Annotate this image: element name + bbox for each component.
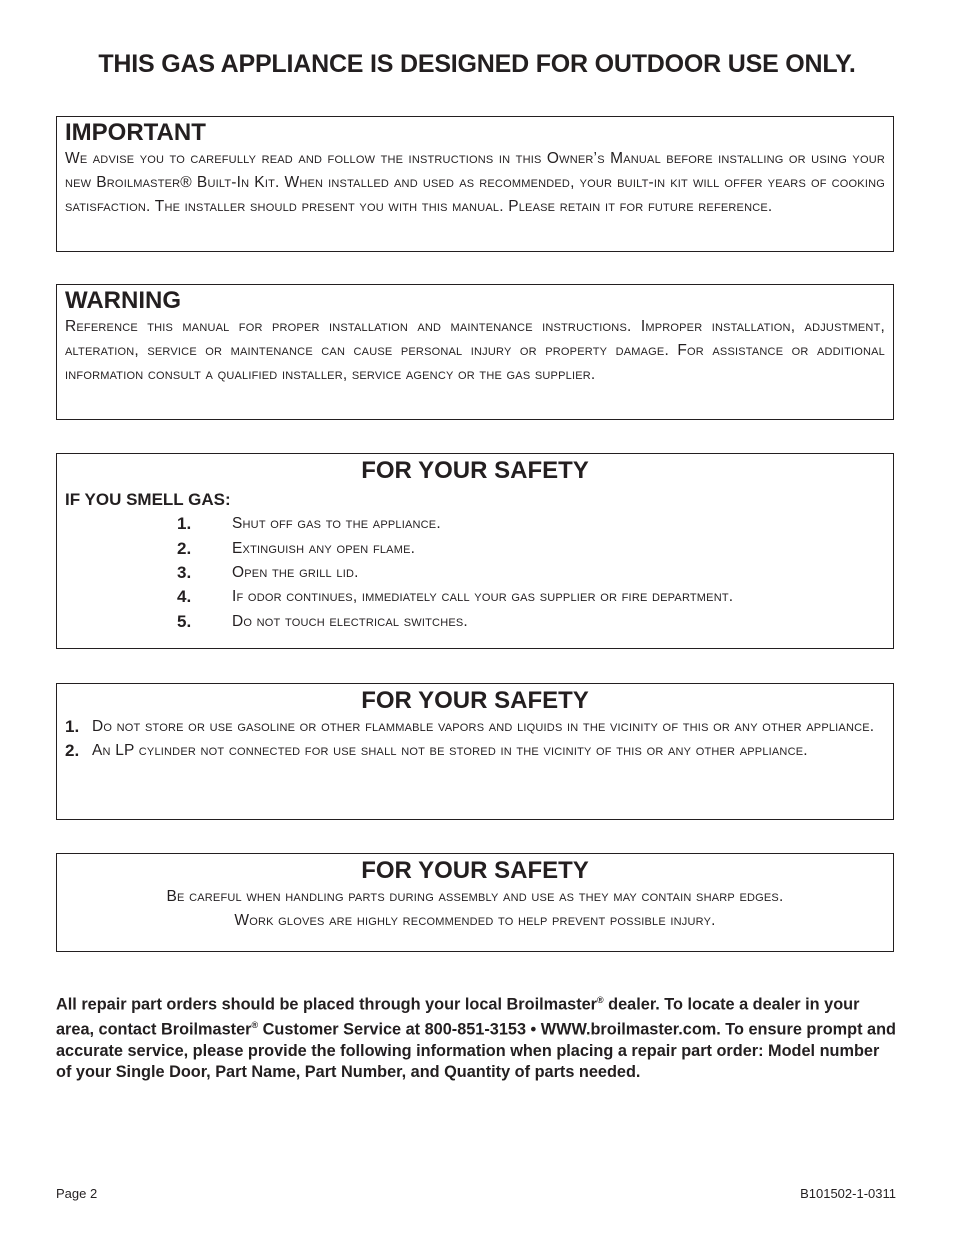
flammable-safety-box xyxy=(56,683,894,820)
safety-heading: FOR YOUR SAFETY xyxy=(361,687,589,714)
step-number: 2. xyxy=(177,538,192,558)
item-number: 1. xyxy=(65,717,80,736)
safety-heading: FOR YOUR SAFETY xyxy=(361,457,589,484)
step-text: Open the grill lid. xyxy=(232,563,359,581)
smell-gas-subheading: IF YOU SMELL GAS: xyxy=(65,490,231,509)
list-item xyxy=(65,585,885,609)
warning-text: Reference this manual for proper installation and maintenance instructions. Improper installation, adjustment, alteration, service or maintenance can cause personal injury or property damage. For assistance or additional information consult a qualified installer, service agency or the gas supplier. xyxy=(65,318,885,384)
gloves-text: Work gloves are highly recommended to help prevent possible injury. xyxy=(234,912,716,930)
step-number: 3. xyxy=(177,562,192,582)
list-item xyxy=(65,536,885,560)
step-number: 1. xyxy=(177,514,192,534)
page-number: Page 2 xyxy=(56,1186,98,1201)
important-text: We advise you to carefully read and follow the instructions in this Owner’s Manual before installing or using your new Broilmaster® Built-In Kit. When installed and used as recommended, your built-in kit will offer years of cooking satisfaction. The installer should present you with this manual. Please retain it for future reference. xyxy=(65,150,885,216)
list-item xyxy=(65,715,885,739)
repair-text-part2: dealer. To locate a dealer in your area, contact Broilmaster xyxy=(56,995,860,1039)
gas-smell-safety-box xyxy=(56,453,894,649)
step-number: 5. xyxy=(177,611,192,631)
list-item xyxy=(65,512,885,536)
step-text: Do not touch electrical switches. xyxy=(232,612,468,630)
document-code: B101502-1-0311 xyxy=(800,1186,896,1201)
registered-mark: ® xyxy=(597,995,604,1005)
page-title: THIS GAS APPLIANCE IS DESIGNED FOR OUTDOOR USE ONLY. xyxy=(98,50,856,78)
step-text: Shut off gas to the appliance. xyxy=(232,515,441,533)
item-number: 2. xyxy=(65,741,80,761)
list-item xyxy=(65,739,885,763)
repair-text-part1: All repair part orders should be placed through your local Broilmaster xyxy=(56,995,598,1014)
repair-parts-paragraph xyxy=(56,990,898,1083)
item-text: Do not store or use gasoline or other flammable vapors and liquids in the vicinity of this or any other appliance. xyxy=(92,718,875,735)
important-box xyxy=(56,116,894,252)
list-item xyxy=(65,610,885,634)
repair-text-part3: Customer Service at 800-851-3153 • WWW.broilmaster.com. To ensure prompt and accurate service, please provide the following information when placing a repair part order: Model number of your Single Door, Part Name, Part Number, and Quantity of parts needed. xyxy=(56,1020,896,1081)
registered-mark: ® xyxy=(251,1020,259,1031)
list-item xyxy=(65,561,885,585)
step-text: Extinguish any open flame. xyxy=(232,539,416,557)
sharp-edges-safety-box xyxy=(56,853,894,952)
warning-heading: WARNING xyxy=(65,287,181,314)
item-text: An LP cylinder not connected for use shall not be stored in the vicinity of this or any other appliance. xyxy=(92,742,808,760)
warning-box xyxy=(56,284,894,420)
step-number: 4. xyxy=(177,587,192,607)
step-text: If odor continues, immediately call your gas supplier or fire department. xyxy=(232,588,734,606)
important-heading: IMPORTANT xyxy=(65,119,206,146)
flammable-list xyxy=(65,715,885,763)
safety-heading: FOR YOUR SAFETY xyxy=(361,857,589,884)
sharp-edges-text: Be careful when handling parts during assembly and use as they may contain sharp edges. xyxy=(166,888,784,905)
gas-steps-list xyxy=(65,512,885,634)
